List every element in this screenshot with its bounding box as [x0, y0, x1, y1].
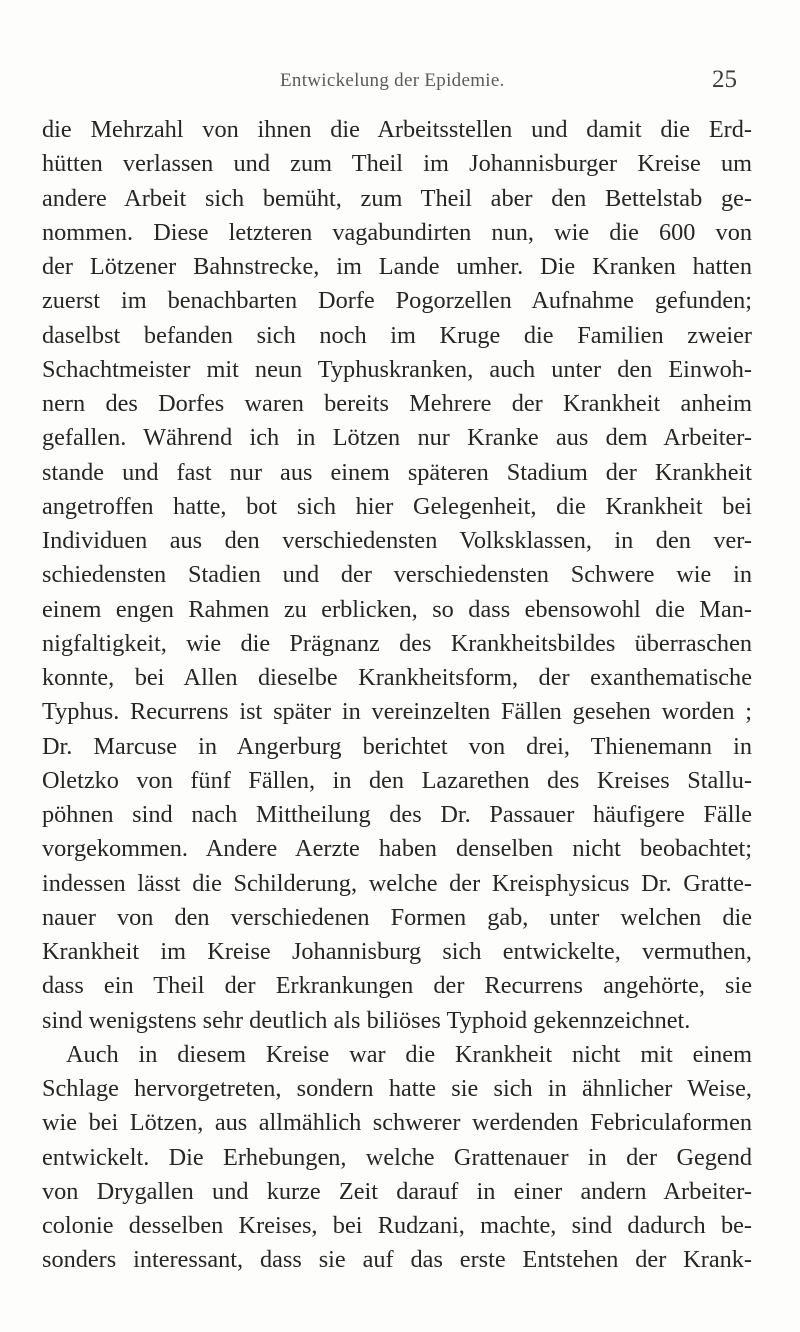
- text-line: nommen. Diese letzteren vagabundirten nun, wie die 600 von: [42, 218, 752, 246]
- text-line: daselbst befanden sich noch im Kruge die Familien zweier: [42, 321, 752, 349]
- text-line: Schachtmeister mit neun Typhuskranken, auch unter den Einwoh-: [42, 355, 752, 383]
- text-line: konnte, bei Allen dieselbe Krankheitsform, der exanthematische: [42, 664, 752, 691]
- text-line: Schlage hervorgetreten, sondern hatte sie sich in ähnlicher Weise,: [42, 1075, 752, 1102]
- text-line: einem engen Rahmen zu erblicken, so dass ebensowohl die Man-: [42, 595, 752, 623]
- text-line: vorgekommen. Andere Aerzte haben denselben nicht beobachtet;: [42, 835, 752, 863]
- running-title: Entwickelung der Epidemie.: [280, 70, 505, 91]
- text-line: Krankheit im Kreise Johannisburg sich entwickelte, vermuthen,: [42, 938, 752, 965]
- body-text: [42, 113, 752, 1278]
- text-line: indessen lässt die Schilderung, welche der Kreisphysicus Dr. Gratte-: [42, 869, 752, 897]
- text-line: der Lötzener Bahnstrecke, im Lande umher. Die Kranken hatten: [42, 253, 752, 280]
- text-line: von Drygallen und kurze Zeit darauf in einer andern Arbeiter-: [42, 1177, 752, 1205]
- text-line: entwickelt. Die Erhebungen, welche Grattenauer in der Gegend: [42, 1143, 752, 1171]
- text-line: die Mehrzahl von ihnen die Arbeitsstellen und damit die Erd-: [42, 116, 752, 143]
- text-line: nauer von den verschiedenen Formen gab, unter welchen die: [42, 903, 752, 931]
- text-line: nern des Dorfes waren bereits Mehrere der Krankheit anheim: [42, 390, 752, 417]
- text-line: colonie desselben Kreises, bei Rudzani, machte, sind dadurch be-: [42, 1212, 752, 1239]
- text-line: angetroffen hatte, bot sich hier Gelegenheit, die Krankheit bei: [42, 492, 752, 520]
- text-line: hütten verlassen und zum Theil im Johannisburger Kreise um: [42, 150, 752, 178]
- running-head: [0, 66, 800, 96]
- text-line: Oletzko von fünf Fällen, in den Lazarethen des Kreises Stallu-: [42, 766, 752, 794]
- text-line: schiedensten Stadien und der verschiedensten Schwere wie in: [42, 561, 752, 589]
- page-number: 25: [712, 66, 737, 93]
- text-line: gefallen. Während ich in Lötzen nur Kranke aus dem Arbeiter-: [42, 424, 752, 452]
- text-line: sonders interessant, dass sie auf das erste Entstehen der Krank-: [42, 1246, 752, 1274]
- text-line: wie bei Lötzen, aus allmählich schwerer werdenden Febriculaformen: [42, 1109, 752, 1137]
- text-line: dass ein Theil der Erkrankungen der Recurrens angehörte, sie: [42, 972, 752, 1000]
- text-line: pöhnen sind nach Mittheilung des Dr. Passauer häufigere Fälle: [42, 801, 752, 828]
- text-line: Dr. Marcuse in Angerburg berichtet von drei, Thienemann in: [42, 732, 752, 760]
- text-line: Auch in diesem Kreise war die Krankheit nicht mit einem: [66, 1040, 752, 1068]
- text-line: zuerst im benachbarten Dorfe Pogorzellen Aufnahme gefunden;: [42, 287, 752, 315]
- text-line: Individuen aus den verschiedensten Volksklassen, in den ver-: [42, 527, 752, 554]
- text-line: stande und fast nur aus einem späteren Stadium der Krankheit: [42, 458, 752, 486]
- text-line: Typhus. Recurrens ist später in vereinzelten Fällen gesehen worden ;: [42, 698, 752, 726]
- text-line: sind wenigstens sehr deutlich als biliöses Typhoid gekennzeichnet.: [42, 1006, 691, 1034]
- text-line: nigfaltigkeit, wie die Prägnanz des Krankheitsbildes überraschen: [42, 629, 752, 657]
- text-line: andere Arbeit sich bemüht, zum Theil aber den Bettelstab ge-: [42, 184, 752, 212]
